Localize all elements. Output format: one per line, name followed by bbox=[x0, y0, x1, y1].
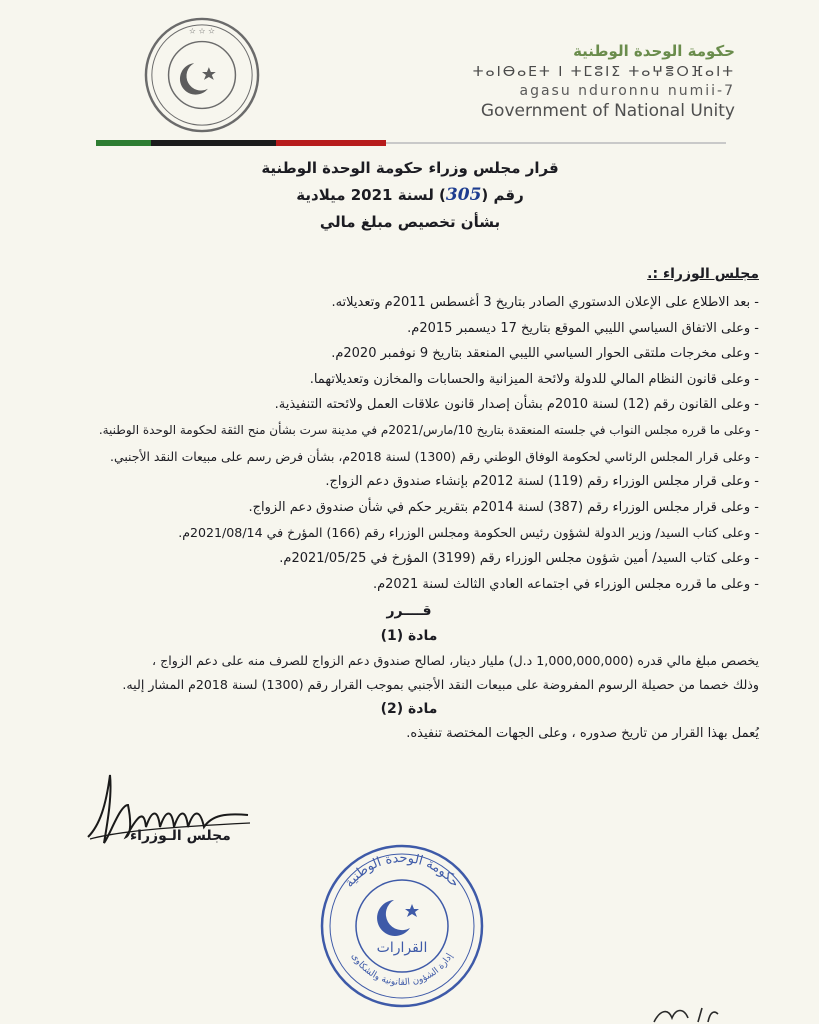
article-1-line-1: يخصص مبلغ مالي قدره (1,000,000,000 د.ل) مليار دينار، لصالح صندوق دعم الزواج للصرف منه على دعم الزواج ، bbox=[152, 653, 759, 669]
clause-item: - وعلى مخرجات ملتقى الحوار السياسي الليبي المنعقد بتاريخ 9 نوفمبر 2020م. bbox=[331, 346, 759, 362]
stamp-inner-label: القرارات bbox=[376, 940, 428, 956]
decree-number: 305 bbox=[445, 185, 482, 205]
clause-item: - وعلى ما قرره مجلس النواب في جلسته المنعقدة بتاريخ 10/مارس/2021م في مدينة سرت بشأن منح الثقة لحكومة الوحدة الوطنية. bbox=[98, 422, 759, 437]
article-1-line-2: وذلك خصما من حصيلة الرسوم المفروضة على مبيعات النقد الأجنبي بموجب القرار رقم (1300) لسنة 2018م المشار إليه. bbox=[122, 677, 759, 693]
decree-title bbox=[200, 155, 620, 236]
clause-item: - وعلى قرار المجلس الرئاسي لحكومة الوفاق الوطني رقم (1300) لسنة 2018م، بشأن فرض رسم على مبيعات النقد الأجنبي. bbox=[110, 448, 759, 464]
clause-item: - وعلى ما قرره مجلس الوزراء في اجتماعه العادي الثالث لسنة 2021م. bbox=[372, 576, 759, 592]
official-stamp bbox=[318, 842, 486, 1010]
header-rule bbox=[386, 142, 726, 144]
clause-item: - وعلى كتاب السيد/ وزير الدولة لشؤون رئيس الحكومة ومجلس الوزراء رقم (166) المؤرخ في 2021/08/14م. bbox=[178, 525, 759, 541]
gov-name-english: Government of National Unity bbox=[480, 101, 735, 121]
stamp-bottom-text: إدارة الشؤون القانونية والشكاوى bbox=[348, 951, 456, 988]
flag-bar-black bbox=[151, 140, 276, 146]
title-line-3: بشأن تخصيص مبلغ مالي bbox=[319, 213, 501, 231]
gov-name-tifinagh: ⵜⴰⵏⴱⴰⴹⵜ ⵏ ⵜⵎⵓⵏⵉ ⵜⴰⵖⴻⵔⴼⴰⵏⵜ bbox=[472, 64, 735, 80]
article-2-line-1: يُعمل بهذا القرار من تاريخ صدوره ، وعلى الجهات المختصة تنفيذه. bbox=[406, 726, 759, 742]
government-seal bbox=[143, 16, 261, 134]
article-1-heading: مادة (1) bbox=[380, 628, 438, 645]
flag-bar-green bbox=[96, 140, 151, 146]
clause-item: - وعلى القانون رقم (12) لسنة 2010م بشأن إصدار قانون علاقات العمل ولائحته التنفيذية. bbox=[274, 397, 759, 413]
title-number-suffix: ) لسنة 2021 ميلادية bbox=[296, 186, 446, 204]
article-2-heading: مادة (2) bbox=[380, 701, 438, 718]
title-line-2 bbox=[200, 182, 620, 209]
government-header bbox=[435, 40, 735, 122]
gov-name-latin-berber: agasu nduronnu numii-7 bbox=[519, 83, 735, 99]
gov-name-arabic: حكومة الوحدة الوطنية bbox=[573, 42, 735, 60]
title-number-prefix: رقم ( bbox=[481, 186, 524, 204]
flag-bar-red bbox=[276, 140, 386, 146]
decree-body bbox=[59, 262, 759, 746]
preamble-clauses bbox=[59, 290, 759, 597]
clause-item: - وعلى كتاب السيد/ أمين شؤون مجلس الوزراء رقم (3199) المؤرخ في 2021/05/25م. bbox=[279, 550, 759, 566]
clause-item: - وعلى قانون النظام المالي للدولة ولائحة الميزانية والحسابات والمخازن وتعديلاتهما. bbox=[309, 371, 759, 387]
clause-item: - وعلى قرار مجلس الوزراء رقم (387) لسنة 2014م بتقرير حكم في شأن صندوق دعم الزواج. bbox=[248, 499, 759, 515]
clause-item: - وعلى الاتفاق السياسي الليبي الموقع بتاريخ 17 ديسمبر 2015م. bbox=[407, 320, 759, 336]
svg-text:☆ ☆ ☆: ☆ ☆ ☆ bbox=[188, 26, 216, 36]
decision-heading: قــــرر bbox=[386, 603, 432, 620]
svg-text:إدارة الشؤون القانونية والشكاو bbox=[349, 952, 455, 988]
title-line-1: قرار مجلس وزراء حكومة الوحدة الوطنية bbox=[261, 159, 559, 177]
flag-color-bar bbox=[96, 140, 726, 146]
clause-item: - بعد الاطلاع على الإعلان الدستوري الصادر بتاريخ 3 أغسطس 2011م وتعديلاته. bbox=[331, 295, 759, 310]
clause-item: - وعلى قرار مجلس الوزراء رقم (119) لسنة 2012م بإنشاء صندوق دعم الزواج. bbox=[325, 474, 759, 490]
signature-label: مجلس الـوزراء bbox=[130, 828, 231, 844]
council-heading: مجلس الوزراء :. bbox=[647, 266, 759, 282]
corner-handwriting bbox=[650, 1004, 720, 1024]
stamp-outer-text: حكومة الوحدة الوطنية bbox=[341, 850, 463, 891]
